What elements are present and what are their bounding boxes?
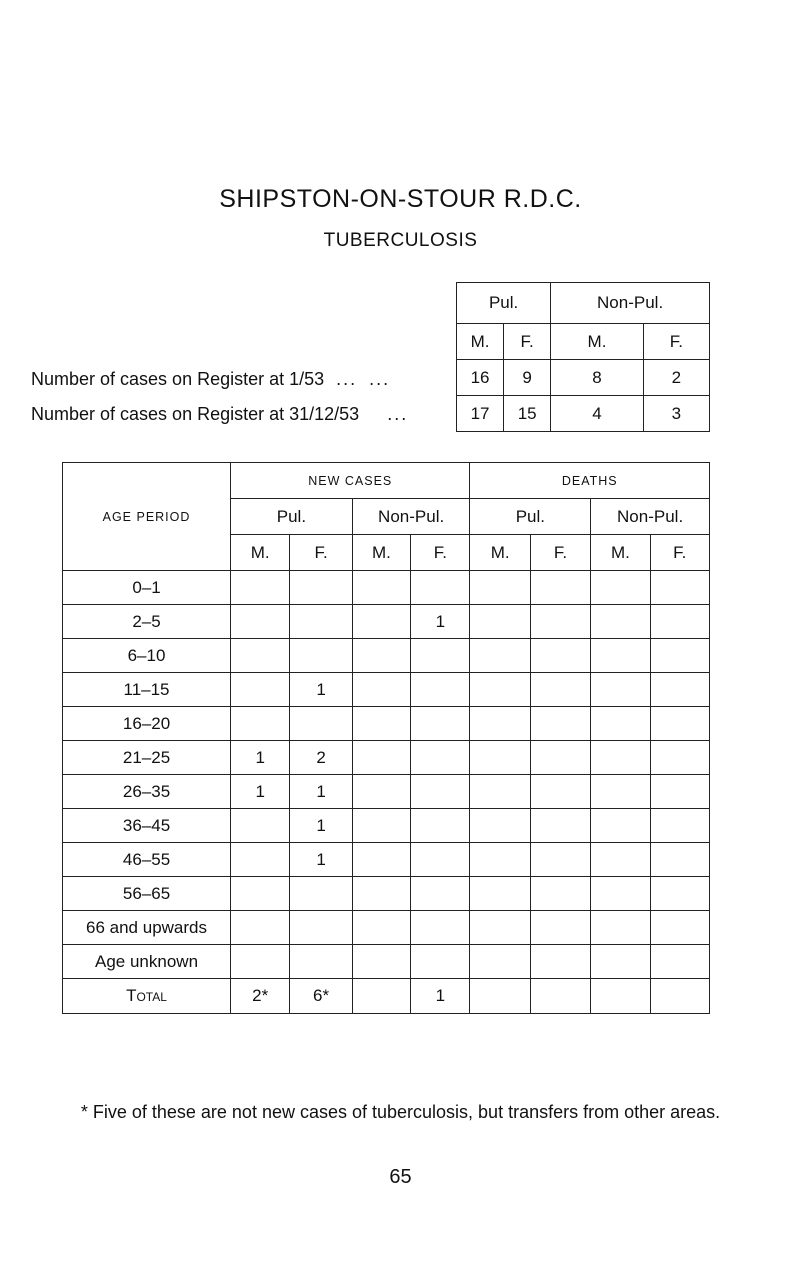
new-cases-deaths-table [62, 462, 710, 1014]
table-cell [650, 809, 709, 843]
table-cell [591, 775, 650, 809]
table-cell [470, 673, 530, 707]
table-cell [352, 945, 410, 979]
page-title: SHIPSTON-ON-STOUR R.D.C. [219, 185, 582, 213]
table-cell [591, 605, 650, 639]
table-cell [411, 775, 470, 809]
table-row [63, 945, 710, 979]
page-number: 65 [389, 1166, 412, 1188]
table-cell [530, 979, 590, 1014]
table-cell [650, 911, 709, 945]
table-cell [290, 945, 352, 979]
table-cell: 1 [290, 775, 352, 809]
register-row-label [31, 404, 408, 425]
table-cell [290, 605, 352, 639]
table-cell: 1 [290, 673, 352, 707]
table-row [63, 775, 710, 809]
table-row [63, 571, 710, 605]
table-cell [591, 843, 650, 877]
table-cell [591, 639, 650, 673]
age-period-cell: 66 and upwards [63, 911, 231, 945]
table-cell [591, 911, 650, 945]
table-row [63, 605, 710, 639]
table-cell [591, 741, 650, 775]
age-period-cell: 2–5 [63, 605, 231, 639]
register-subhead: F. [504, 324, 551, 360]
age-period-cell: 56–65 [63, 877, 231, 911]
table-cell [290, 639, 352, 673]
age-period-cell: Age unknown [63, 945, 231, 979]
deaths-pul-header: Pul. [470, 499, 591, 535]
table-cell [231, 605, 290, 639]
table-cell [231, 707, 290, 741]
table-cell [470, 979, 530, 1014]
total-label: Total [63, 979, 231, 1014]
table-cell [411, 945, 470, 979]
age-period-cell: 21–25 [63, 741, 231, 775]
table-cell [650, 571, 709, 605]
table-cell: 2* [231, 979, 290, 1014]
table-cell [530, 741, 590, 775]
age-period-cell: 0–1 [63, 571, 231, 605]
table-cell [470, 945, 530, 979]
table-cell [591, 979, 650, 1014]
register-row-label [31, 369, 390, 390]
age-period-header: AGE PERIOD [63, 463, 231, 571]
table-cell [530, 945, 590, 979]
table-cell [530, 605, 590, 639]
table-cell [470, 911, 530, 945]
table-row [63, 707, 710, 741]
table-cell [352, 571, 410, 605]
table-cell [650, 707, 709, 741]
register-label-text: Number of cases on Register at 31/12/53 [31, 404, 360, 424]
table-cell [231, 673, 290, 707]
deaths-header: DEATHS [470, 463, 710, 499]
table-cell [591, 673, 650, 707]
table-row [63, 877, 710, 911]
table-cell: 1 [290, 809, 352, 843]
register-head-nonpul: Non-Pul. [551, 283, 710, 324]
leader-dots: ... [387, 404, 409, 424]
table-cell [530, 707, 590, 741]
table-cell [290, 571, 352, 605]
table-cell [470, 809, 530, 843]
table-cell [411, 809, 470, 843]
table-cell [470, 605, 530, 639]
sex-subheader: M. [591, 535, 650, 571]
table-cell [650, 843, 709, 877]
table-row [63, 741, 710, 775]
leader-dots: ... [369, 369, 391, 389]
sex-subheader: F. [650, 535, 709, 571]
table-cell [231, 843, 290, 877]
table-cell [530, 775, 590, 809]
table-cell [650, 741, 709, 775]
table-cell [470, 707, 530, 741]
sex-subheader: M. [470, 535, 530, 571]
table-cell [470, 571, 530, 605]
table-cell [290, 707, 352, 741]
table-cell [231, 809, 290, 843]
table-cell [352, 639, 410, 673]
table-cell [352, 605, 410, 639]
age-period-cell: 6–10 [63, 639, 231, 673]
register-cell: 15 [504, 396, 551, 432]
table-cell [650, 639, 709, 673]
table-cell [352, 877, 410, 911]
table-cell [530, 673, 590, 707]
table-cell [591, 571, 650, 605]
table-cell [650, 775, 709, 809]
table-cell [231, 639, 290, 673]
table-cell [470, 639, 530, 673]
table-cell: 1 [231, 775, 290, 809]
table-cell [411, 843, 470, 877]
table-cell [591, 945, 650, 979]
new-cases-pul-header: Pul. [231, 499, 353, 535]
table-cell [530, 571, 590, 605]
table-cell: 1 [290, 843, 352, 877]
table-cell [231, 945, 290, 979]
table-cell [411, 877, 470, 911]
new-cases-nonpul-header: Non-Pul. [352, 499, 470, 535]
table-row [63, 911, 710, 945]
table-cell [650, 945, 709, 979]
table-cell [411, 639, 470, 673]
table-cell [530, 911, 590, 945]
sex-subheader: M. [231, 535, 290, 571]
register-label-text: Number of cases on Register at 1/53 [31, 369, 325, 389]
new-cases-header: NEW CASES [231, 463, 470, 499]
table-cell [352, 911, 410, 945]
register-cell: 16 [457, 360, 504, 396]
table-cell [290, 877, 352, 911]
age-period-cell: 26–35 [63, 775, 231, 809]
table-cell [352, 775, 410, 809]
leader-dots: ... [336, 369, 358, 389]
table-cell: 6* [290, 979, 352, 1014]
table-row [63, 673, 710, 707]
table-cell [231, 571, 290, 605]
sex-subheader: F. [290, 535, 352, 571]
register-cell: 9 [504, 360, 551, 396]
table-cell [591, 809, 650, 843]
table-cell [530, 877, 590, 911]
age-period-cell: 46–55 [63, 843, 231, 877]
table-cell [650, 605, 709, 639]
table-cell [470, 877, 530, 911]
table-cell [411, 707, 470, 741]
table-cell [411, 741, 470, 775]
age-period-cell: 16–20 [63, 707, 231, 741]
register-table [456, 282, 710, 432]
table-cell [352, 979, 410, 1014]
table-cell [530, 809, 590, 843]
register-cell: 4 [551, 396, 644, 432]
register-cell: 17 [457, 396, 504, 432]
register-head-pul: Pul. [457, 283, 551, 324]
sex-subheader: M. [352, 535, 410, 571]
table-cell [290, 911, 352, 945]
table-cell [530, 843, 590, 877]
table-row [63, 639, 710, 673]
age-period-cell: 11–15 [63, 673, 231, 707]
table-cell [411, 571, 470, 605]
total-row [63, 979, 710, 1014]
table-cell [352, 741, 410, 775]
register-subhead: M. [457, 324, 504, 360]
sex-subheader: F. [530, 535, 590, 571]
table-cell [591, 877, 650, 911]
table-cell [470, 843, 530, 877]
table-cell [591, 707, 650, 741]
table-cell [352, 843, 410, 877]
register-cell: 8 [551, 360, 644, 396]
table-cell [650, 673, 709, 707]
register-subhead: F. [643, 324, 709, 360]
deaths-nonpul-header: Non-Pul. [591, 499, 710, 535]
table-cell [352, 707, 410, 741]
table-cell [231, 877, 290, 911]
footnote: * Five of these are not new cases of tuberculosis, but transfers from other areas. [80, 1102, 721, 1122]
page-subtitle: TUBERCULOSIS [323, 230, 478, 251]
table-row [63, 843, 710, 877]
age-period-cell: 36–45 [63, 809, 231, 843]
sex-subheader: F. [411, 535, 470, 571]
register-cell: 3 [643, 396, 709, 432]
table-cell: 1 [231, 741, 290, 775]
table-cell [470, 775, 530, 809]
table-cell [650, 877, 709, 911]
register-subhead: M. [551, 324, 644, 360]
table-cell [352, 809, 410, 843]
table-cell [352, 673, 410, 707]
table-row [63, 809, 710, 843]
table-cell: 2 [290, 741, 352, 775]
table-cell [231, 911, 290, 945]
register-cell: 2 [643, 360, 709, 396]
table-cell [470, 741, 530, 775]
table-cell: 1 [411, 605, 470, 639]
table-cell: 1 [411, 979, 470, 1014]
table-cell [530, 639, 590, 673]
table-cell [411, 911, 470, 945]
table-cell [650, 979, 709, 1014]
table-cell [411, 673, 470, 707]
